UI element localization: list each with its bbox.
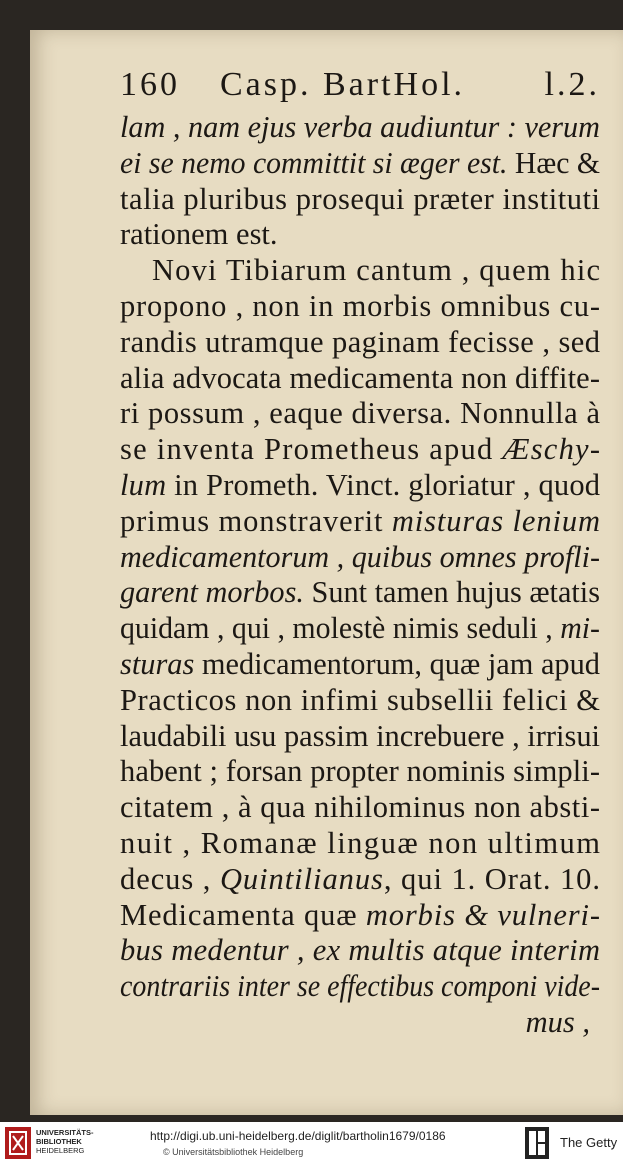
copyright-notice: © Universitätsbibliothek Heidelberg: [163, 1147, 304, 1157]
italic-span: Quintilianus: [219, 861, 384, 896]
text-line: [120, 719, 600, 755]
text-line: [120, 575, 600, 611]
italic-span: morbis & vulneri-: [365, 897, 601, 932]
text-line: [120, 540, 600, 576]
text-line: [120, 182, 600, 218]
italic-span: lum: [120, 467, 167, 502]
university-seal-icon: [4, 1126, 32, 1160]
italic-span: Æschy-: [502, 432, 602, 467]
roman-span: alia advocata medicamenta non diffite-: [120, 360, 601, 395]
text-line: [120, 969, 600, 1005]
text-line: [120, 289, 600, 325]
text-line: [120, 898, 600, 934]
roman-span: Sunt tamen hujus ætatis: [303, 575, 600, 610]
roman-span: Hæc &: [507, 145, 600, 180]
text-line: [120, 361, 600, 397]
text-line: [120, 862, 600, 898]
text-line: [120, 683, 600, 719]
text-line: [120, 611, 600, 647]
text-line: [120, 325, 600, 361]
roman-span: decus ,: [120, 861, 220, 896]
italic-span: sturas: [120, 646, 195, 681]
italic-span: verum: [524, 110, 600, 144]
getty-logo-icon: [525, 1127, 549, 1159]
roman-span: quidam , qui , molestè nimis seduli ,: [120, 611, 561, 646]
body-text: [120, 110, 600, 1041]
text-line: [120, 432, 600, 468]
roman-span: , qui 1. Orat. 10.: [383, 861, 601, 896]
roman-span: Practicos non infimi subsellii felici &: [120, 682, 601, 717]
text-line: [120, 504, 600, 540]
roman-span: talia pluribus prosequi præter instituti: [120, 181, 601, 216]
text-line: [120, 754, 600, 790]
institution-name: [36, 1128, 94, 1155]
text-line: [120, 396, 600, 432]
footer-bar: [0, 1122, 623, 1165]
institution-line: BIBLIOTHEK: [36, 1137, 82, 1146]
italic-span: medicamentorum , quibus omnes profli-: [120, 539, 600, 574]
italic-span: nam ejus verba audiuntur :: [187, 110, 525, 144]
roman-span: citatem , à qua nihilominus non absti-: [120, 790, 601, 825]
italic-span: mi-: [560, 611, 600, 646]
text-line: [120, 1005, 600, 1041]
roman-span: habent ; forsan propter nominis simpli-: [120, 754, 601, 789]
roman-span: nuit , Romanæ linguæ non ultimum: [120, 825, 602, 860]
italic-span: misturas lenium: [391, 503, 601, 538]
italic-span: contrariis inter se effectibus componi vide-: [120, 969, 600, 1004]
text-line: [120, 647, 600, 683]
institution-line: HEIDELBERG: [36, 1146, 85, 1155]
text-line: [120, 933, 600, 969]
text-line: [120, 253, 600, 289]
text-line: [120, 217, 600, 253]
italic-span: garent morbos.: [120, 575, 304, 610]
text-line: [120, 826, 600, 862]
italic-span: bus medentur , ex multis atque interim: [120, 933, 601, 968]
page-header: [120, 66, 600, 108]
italic-span: ei se nemo committit si æger est.: [120, 145, 508, 180]
italic-span: lam ,: [120, 110, 188, 144]
running-head: Casp. BartHol.: [220, 66, 466, 103]
page-number: 160: [120, 66, 180, 103]
text-line: [120, 790, 600, 826]
roman-span: ri possum , eaque diversa. Nonnulla à: [120, 396, 601, 431]
roman-span: laudabili usu passim increbuere , irrisui: [120, 718, 600, 753]
roman-span: randis utramque paginam fecisse , sed: [120, 324, 601, 359]
text-line: [120, 146, 600, 182]
text-line: [120, 468, 600, 504]
roman-span: se inventa Prometheus apud: [120, 432, 503, 467]
permalink-url[interactable]: http://digi.ub.uni-heidelberg.de/diglit/bartholin1679/0186: [150, 1129, 446, 1143]
roman-span: Novi Tibiarum cantum , quem hic: [152, 253, 602, 288]
roman-span: in Prometh. Vinct. gloriatur , quod: [166, 467, 601, 502]
institution-line: UNIVERSITÄTS-: [36, 1128, 94, 1137]
roman-span: rationem est.: [120, 217, 278, 252]
roman-span: primus monstraverit: [120, 503, 392, 538]
partner-name: The Getty: [560, 1135, 618, 1150]
book-number: l.2.: [544, 66, 600, 103]
roman-span: medicamentorum, quæ jam apud: [194, 646, 600, 681]
text-line: [120, 110, 600, 146]
italic-span: mus ,: [525, 1004, 590, 1039]
roman-span: Medicamenta quæ: [120, 897, 366, 932]
roman-span: propono , non in morbis omnibus cu-: [120, 288, 601, 323]
